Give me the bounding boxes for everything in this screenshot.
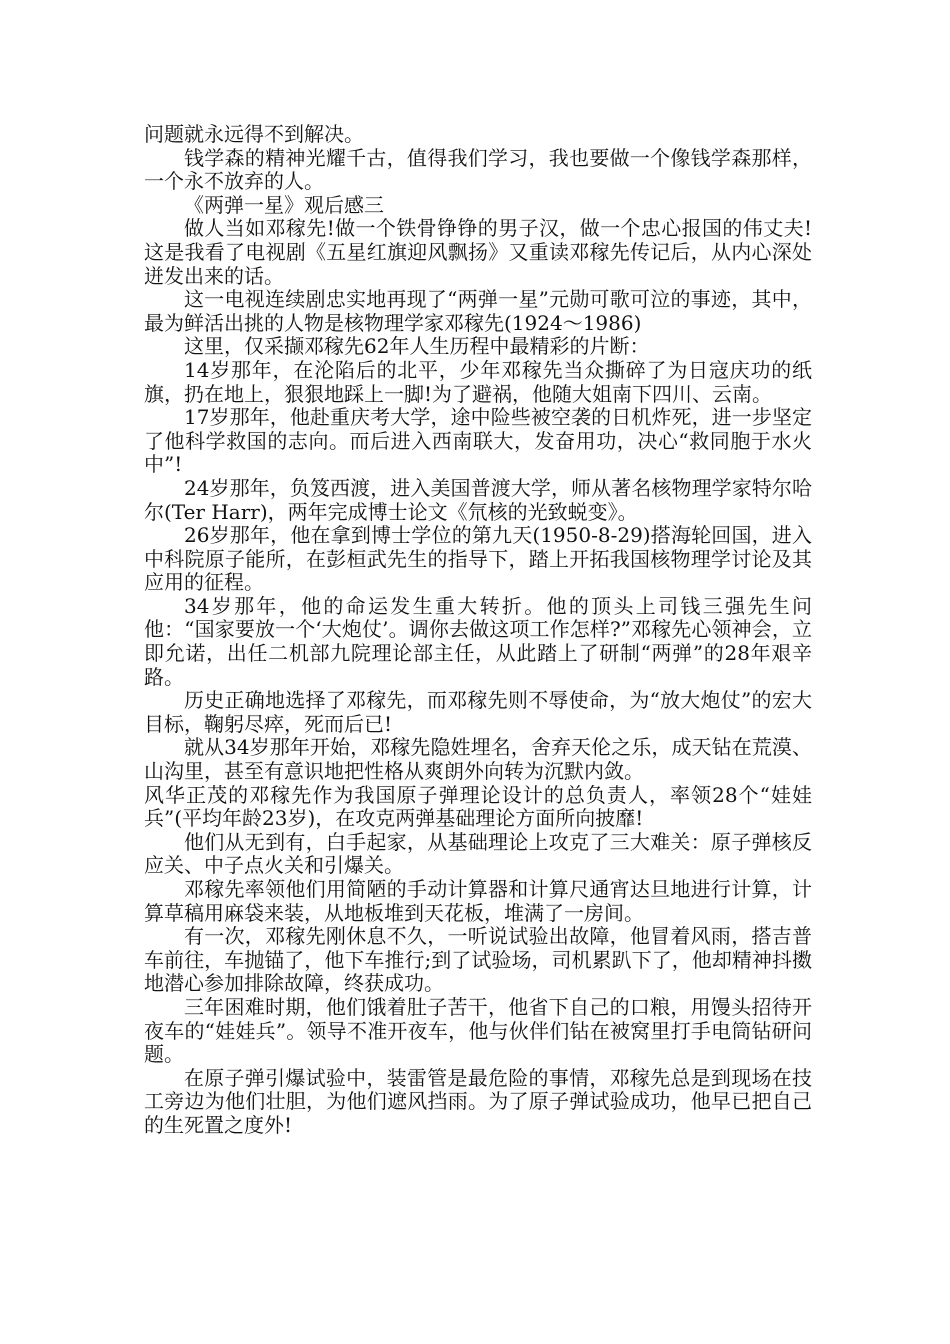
- paragraph: 26岁那年，他在拿到博士学位的第九天(1950-8-29)搭海轮回国，进入中科院原子能所，在彭桓武先生的指导下，踏上开拓我国核物理学讨论及其应用的征程。: [144, 523, 812, 595]
- paragraph: 34岁那年，他的命运发生重大转折。他的顶头上司钱三强先生问他：“国家要放一个‘大炮仗’。调你去做这项工作怎样?”邓稼先心领神会，立即允诺，出任二机部九院理论部主任，从此踏上了研制“两弹”的28年艰辛路。: [144, 593, 812, 689]
- paragraph: 就从34岁那年开始，邓稼先隐姓埋名，舍弃天伦之乐，成天钻在荒漠、山沟里，甚至有意识地把性格从爽朗外向转为沉默内敛。: [144, 735, 812, 784]
- paragraph: 有一次，邓稼先刚休息不久，一听说试验出故障，他冒着风雨，搭吉普车前往，车抛锚了，他下车推行;到了试验场，司机累趴下了，他却精神抖擞地潜心参加排除故障，终获成功。: [144, 924, 812, 996]
- paragraph: 14岁那年，在沦陷后的北平，少年邓稼先当众撕碎了为日寇庆功的纸旗，扔在地上，狠狠地踩上一脚!为了避祸，他随大姐南下四川、云南。: [144, 357, 812, 406]
- paragraph: 历史正确地选择了邓稼先，而邓稼先则不辱使命，为“放大炮仗”的宏大目标，鞠躬尽瘁，死而后已!: [144, 688, 812, 736]
- paragraph: 做人当如邓稼先!做一个铁骨铮铮的男子汉，做一个忠心报国的伟丈夫!这是我看了电视剧《五星红旗迎风飘扬》又重读邓稼先传记后，从内心深处迸发出来的话。: [144, 216, 812, 288]
- paragraph: 这一电视连续剧忠实地再现了“两弹一星”元勋可歌可泣的事迹，其中，最为鲜活出挑的人物是核物理学家邓稼先(1924～1986): [144, 287, 812, 335]
- paragraph: 这里，仅采撷邓稼先62年人生历程中最精彩的片断：: [184, 334, 650, 359]
- section-heading: 《两弹一星》观后感三: [184, 192, 384, 217]
- paragraph: 风华正茂的邓稼先作为我国原子弹理论设计的总负责人，率领28个“娃娃兵”(平均年龄23岁)，在攻克两弹基础理论方面所向披靡!: [144, 782, 812, 831]
- paragraph: 他们从无到有，白手起家，从基础理论上攻克了三大难关：原子弹核反应关、中子点火关和引爆关。: [144, 829, 812, 878]
- paragraph: 在原子弹引爆试验中，装雷管是最危险的事情，邓稼先总是到现场在技工旁边为他们壮胆，为他们遮风挡雨。为了原子弹试验成功，他早已把自己的生死置之度外!: [144, 1065, 812, 1137]
- paragraph: 24岁那年，负笈西渡，进入美国普渡大学，师从著名核物理学家特尔哈尔(Ter Harr)，两年完成博士论文《氘核的光致蜕变》。: [144, 475, 812, 524]
- paragraph: 问题就永远得不到解决。: [144, 122, 364, 146]
- document-body: [144, 123, 812, 1138]
- paragraph: 三年困难时期，他们饿着肚子苦干，他省下自己的口粮，用馒头招待开夜车的“娃娃兵”。领导不准开夜车，他与伙伴们钻在被窝里打手电筒钻研问题。: [144, 994, 812, 1067]
- paragraph: 钱学森的精神光耀千古，值得我们学习，我也要做一个像钱学森那样，一个永不放弃的人。: [144, 145, 812, 194]
- paragraph: 邓稼先率领他们用简陋的手动计算器和计算尺通宵达旦地进行计算，计算草稿用麻袋来装，从地板堆到天花板，堆满了一房间。: [144, 877, 812, 925]
- paragraph: 17岁那年，他赴重庆考大学，途中险些被空袭的日机炸死，进一步坚定了他科学救国的志向。而后进入西南联大，发奋用功，决心“救同胞于水火中”!: [144, 405, 812, 477]
